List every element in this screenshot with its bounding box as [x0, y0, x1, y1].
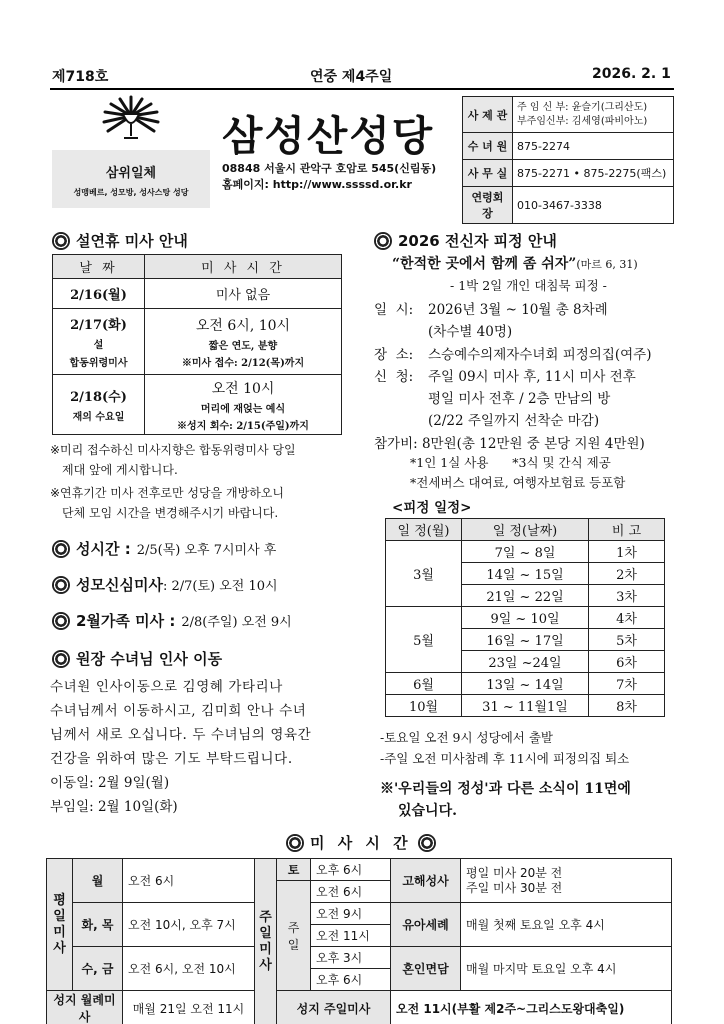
contact-value: 875-2271 • 875-2275(팩스) [513, 160, 674, 187]
sunday-mass-label: 주일미사 [255, 859, 277, 1024]
mass-times-table [46, 858, 672, 1024]
parish-address: 08848 서울시 관악구 호암로 545(신림동) [222, 162, 437, 175]
holiday-title-text: 설연휴 미사 안내 [76, 232, 188, 250]
holiday-mass-table [52, 254, 342, 435]
sunday-time: 오후 3시 [311, 947, 391, 969]
confession-line: 주일 미사 30분 전 [466, 880, 563, 895]
flower-icon [374, 232, 392, 250]
retreat-fee-label: 참가비: [374, 436, 418, 452]
holiday-date-sub: 설 [93, 340, 104, 351]
retreat-quote-ref: (마르 6, 31) [576, 258, 638, 271]
holiday-date: 2/18(수) [70, 390, 127, 405]
marriage-time: 매월 마지막 토요일 오후 4시 [461, 947, 672, 991]
col-date-header: 날 짜 [53, 255, 145, 279]
retreat-date: 16일 ~ 17일 [462, 629, 589, 651]
sisters-line: 수녀원 인사이동으로 김영혜 가타리나 [50, 679, 283, 695]
retreat-order: 8차 [589, 695, 665, 717]
monthly-shrine-label: 성지 월례미사 [47, 991, 123, 1024]
mass-times-title [286, 832, 436, 853]
holiday-note: ※미사 접수: 2/12(목)까지 [181, 357, 305, 369]
retreat-section-title [374, 230, 557, 251]
holiday-note: 짧은 연도, 분향 [208, 340, 278, 352]
family-mass-text: 2/8(주일) 오전 9시 [181, 615, 292, 630]
saturday-time: 오후 6시 [311, 859, 391, 881]
retreat-date: 14일 ~ 15일 [462, 563, 589, 585]
sisters-line: 님께서 새로 오십니다. 두 수녀님의 영육간 [50, 727, 312, 743]
retreat-info-value: 평일 미사 전후 / 2층 만남의 방 [428, 391, 611, 407]
col-time-header: 미 사 시 간 [145, 255, 342, 279]
liturgical-season: 연중 제4주일 [310, 69, 393, 85]
retreat-quote-text: “한적한 곳에서 함께 좀 쉬자” [392, 256, 577, 272]
sisters-move-date: 이동일: 2월 9일(월) [50, 775, 170, 791]
sisters-arrive-date: 부임일: 2월 10일(화) [50, 799, 178, 815]
holiday-note: 머리에 재얹는 예식 [200, 403, 286, 415]
weekday-time: 오전 10시, 오후 7시 [123, 903, 255, 947]
weekday-day: 수, 금 [73, 947, 123, 991]
newsletter-notice: 있습니다. [398, 803, 457, 819]
contact-label: 연령회장 [463, 187, 513, 224]
holiday-date-sub: 합동위령미사 [69, 358, 128, 369]
retreat-month: 6월 [386, 673, 462, 695]
holiday-date-cell [53, 375, 145, 435]
contact-value: 875-2274 [513, 133, 674, 160]
sisters-line: 건강을 위하여 많은 기도 부탁드립니다. [50, 751, 293, 767]
weekday-mass-label: 평일미사 [47, 859, 73, 991]
holiday-date-sub: 재의 수요일 [72, 412, 125, 423]
retreat-date: 23일 ~24일 [462, 651, 589, 673]
col-note-header: 비 고 [589, 519, 665, 541]
mass-times-title-text: 미 사 시 간 [310, 834, 412, 852]
newsletter-notice: ※'우리들의 정성'과 다른 소식이 11면에 [380, 781, 631, 797]
holiday-section-title [52, 230, 188, 251]
patron-title: 삼위일체 [105, 166, 157, 181]
confession-times [461, 859, 672, 903]
flower-icon [52, 650, 70, 668]
issue-number: 제718호 [52, 69, 109, 85]
holy-hour-title: 성시간 : [76, 540, 131, 558]
holiday-note-line: 단체 모임 시간을 변경해주시기 바랍니다. [62, 506, 279, 520]
parish-name: 삼성산성당 [222, 112, 435, 160]
holiday-time: 미사 없음 [145, 279, 342, 309]
holiday-date-cell [53, 309, 145, 375]
holiday-note-line: ※미리 접수하신 미사지향은 합동위령미사 당일 [50, 443, 296, 457]
contact-value: 010-3467-3338 [513, 187, 674, 224]
retreat-fee-value: 8만원(총 12만원 중 본당 지원 4만원) [421, 436, 645, 452]
holy-hour-row [52, 538, 276, 559]
retreat-order: 4차 [589, 607, 665, 629]
retreat-info-label: 장 소: [374, 347, 414, 363]
retreat-month: 5월 [386, 607, 462, 673]
holiday-date: 2/17(화) [70, 318, 127, 333]
patron-box [52, 150, 210, 208]
retreat-after-note: -토요일 오전 9시 성당에서 출발 [380, 730, 553, 745]
saturday-label: 토 [277, 859, 311, 881]
sunday-label: 주일 [277, 881, 311, 991]
col-dates-header: 일 정(날짜) [462, 519, 589, 541]
contact-label: 수 녀 원 [463, 133, 513, 160]
retreat-after-note: -주일 오전 미사참례 후 11시에 피정의집 퇴소 [380, 751, 630, 766]
retreat-month: 3월 [386, 541, 462, 607]
family-mass-row [52, 610, 292, 631]
retreat-title-text: 2026 전신자 피정 안내 [398, 232, 557, 250]
holiday-time-cell [145, 309, 342, 375]
col-month-header: 일 정(월) [386, 519, 462, 541]
retreat-info-value: (차수별 40명) [428, 324, 513, 340]
family-mass-title: 2월가족 미사 : [76, 612, 176, 630]
homepage-link[interactable]: http://www.ssssd.or.kr [272, 178, 412, 191]
retreat-date: 7일 ~ 8일 [462, 541, 589, 563]
shrine-sunday-time: 오전 11시(부활 제2주~그리스도왕대축일) [391, 991, 672, 1024]
retreat-info-value: 2026년 3월 ~ 10월 총 8차례 [428, 302, 608, 318]
retreat-subtitle: - 1박 2일 개인 대침묵 피정 - [450, 278, 607, 293]
marian-mass-row [52, 574, 278, 595]
retreat-fee-note: *1인 1실 사용 *3식 및 간식 제공 [410, 455, 611, 470]
retreat-schedule-table [385, 518, 665, 717]
sunday-time: 오전 11시 [311, 925, 391, 947]
marian-mass-text: : 2/7(토) 오전 10시 [162, 579, 278, 594]
retreat-order: 1차 [589, 541, 665, 563]
sisters-line: 수녀님께서 이동하시고, 김미희 안나 수녀 [50, 703, 307, 719]
retreat-order: 2차 [589, 563, 665, 585]
confession-line: 평일 미사 20분 전 [466, 865, 563, 880]
monthly-shrine-time: 매월 21일 오전 11시 [123, 991, 255, 1024]
retreat-info-label: 일 시: [374, 302, 414, 318]
sisters-section-title [52, 648, 222, 669]
retreat-info-label: 신 청: [374, 369, 414, 385]
baptism-time: 매월 첫째 토요일 오후 4시 [461, 903, 672, 947]
homepage-label: 홈페이지: [222, 178, 269, 191]
holiday-time-cell [145, 375, 342, 435]
holiday-note-line: ※연휴기간 미사 전후로만 성당을 개방하오니 [50, 486, 284, 500]
baptism-label: 유아세례 [391, 903, 461, 947]
confession-label: 고해성사 [391, 859, 461, 903]
sunday-time: 오후 6시 [311, 969, 391, 991]
weekday-time: 오전 6시, 오전 10시 [123, 947, 255, 991]
retreat-schedule-title: <피정 일정> [392, 500, 472, 516]
holiday-note: ※성지 회수: 2/15(주일)까지 [177, 420, 309, 432]
flower-icon [52, 612, 70, 630]
retreat-fee [374, 432, 645, 452]
marriage-label: 혼인면담 [391, 947, 461, 991]
issue-date: 2026. 2. 1 [592, 66, 671, 82]
shrine-sunday-label: 성지 주일미사 [277, 991, 391, 1024]
sunday-time: 오전 6시 [311, 881, 391, 903]
retreat-order: 7차 [589, 673, 665, 695]
contact-label: 사 무 실 [463, 160, 513, 187]
holiday-date: 2/16(월) [53, 279, 145, 309]
retreat-date: 21일 ~ 22일 [462, 585, 589, 607]
retreat-month: 10월 [386, 695, 462, 717]
parish-logo [98, 94, 164, 144]
contact-table [462, 96, 674, 224]
retreat-info-value: 주일 09시 미사 후, 11시 미사 전후 [428, 369, 636, 385]
pastor-line: 주 임 신 부: 윤슬기(그리산도) [517, 101, 648, 113]
flower-icon [52, 576, 70, 594]
flower-icon [286, 834, 304, 852]
retreat-info-value: 스승예수의제자수녀회 피정의집(여주) [428, 347, 652, 363]
retreat-quote [392, 253, 638, 273]
weekday-day: 월 [73, 859, 123, 903]
sisters-title-text: 원장 수녀님 인사 이동 [76, 650, 223, 668]
retreat-date: 13일 ~ 14일 [462, 673, 589, 695]
retreat-date: 31 ~ 11월1일 [462, 695, 589, 717]
flower-icon [52, 232, 70, 250]
assistant-pastor-line: 부주임신부: 김세영(파비아노) [517, 115, 648, 127]
retreat-order: 6차 [589, 651, 665, 673]
holiday-note-line: 제대 앞에 게시합니다. [62, 463, 178, 477]
retreat-fee-note: *전세버스 대여료, 여행자보험료 등포함 [410, 475, 626, 490]
flower-icon [418, 834, 436, 852]
retreat-date: 9일 ~ 10일 [462, 607, 589, 629]
marian-mass-title: 성모신심미사 [76, 576, 163, 594]
holiday-time: 오전 10시 [211, 380, 275, 397]
contact-label: 사 제 관 [463, 97, 513, 133]
retreat-order: 3차 [589, 585, 665, 607]
retreat-order: 5차 [589, 629, 665, 651]
holy-hour-text: 2/5(목) 오후 7시미사 후 [136, 543, 277, 558]
holiday-time: 오전 6시, 10시 [195, 317, 291, 334]
patron-subtitle: 성맹베르, 성모방, 성사스탕 성당 [73, 188, 189, 197]
homepage-line [222, 176, 412, 192]
weekday-time: 오전 6시 [123, 859, 255, 903]
sunday-time: 오전 9시 [311, 903, 391, 925]
contact-value [513, 97, 674, 133]
retreat-info-value: (2/22 주일까지 선착순 마감) [428, 413, 600, 429]
flower-icon [52, 540, 70, 558]
weekday-day: 화, 목 [73, 903, 123, 947]
